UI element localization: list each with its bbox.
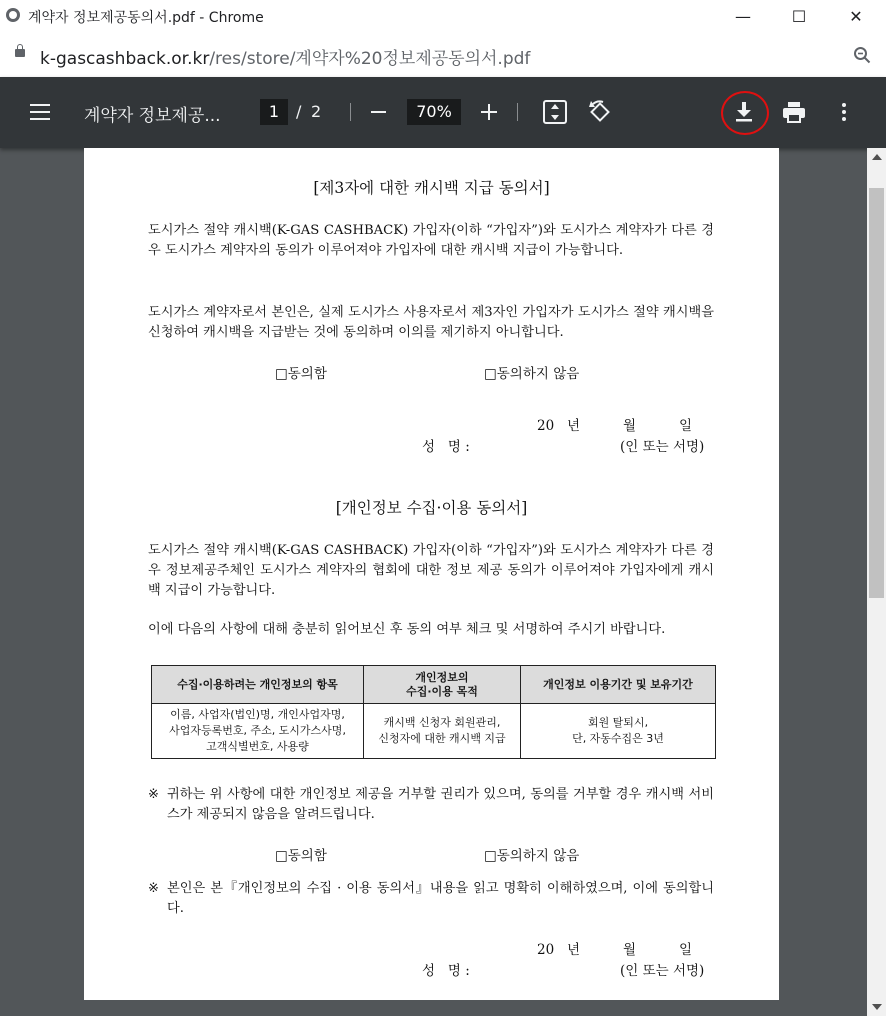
globe-icon xyxy=(6,8,20,22)
notice-mark: ※ xyxy=(148,787,160,802)
window-title-bar xyxy=(0,0,886,33)
agree-checkbox-2: □동의함 xyxy=(275,848,327,864)
section1-paragraph-2: 도시가스 계약자로서 본인은, 실제 도시가스 사용자로서 제3자인 가입자가 도시가스 절약 캐시백을 신청하여 캐시백을 지급받는 것에 동의하며 이의를 제기하지 아니합니다. xyxy=(148,305,714,340)
scrollbar-thumb[interactable] xyxy=(869,188,884,598)
page-total: 2 xyxy=(311,102,322,121)
menu-icon[interactable] xyxy=(30,104,50,120)
table-cell-period: 회원 탈퇴시, 단, 자동수집은 3년 xyxy=(521,704,716,759)
section2-title: [개인정보 수집·이용 동의서] xyxy=(335,499,528,517)
notice-2-text: 본인은 본『개인정보의 수집 · 이용 동의서』내용을 읽고 명확히 이해하였으며, 이에 동의합니다. xyxy=(167,881,714,916)
window-title: 계약자 정보제공동의서.pdf - Chrome xyxy=(28,10,264,26)
zoom-in-button[interactable] xyxy=(481,104,497,120)
rotate-icon[interactable] xyxy=(587,99,613,125)
url-text[interactable] xyxy=(40,44,530,69)
close-button[interactable]: ✕ xyxy=(849,7,863,26)
page-separator: / xyxy=(296,102,302,121)
scroll-up-arrow-icon[interactable] xyxy=(872,154,882,160)
download-highlight-circle xyxy=(721,91,769,135)
zoom-level-input[interactable]: 70% xyxy=(407,99,461,125)
table-cell-purpose: 캐시백 신청자 회원관리, 신청자에 대한 캐시백 지급 xyxy=(364,704,521,759)
personal-info-table xyxy=(151,665,716,759)
sign-label-2: (인 또는 서명) xyxy=(620,963,705,979)
pdf-toolbar xyxy=(0,77,886,148)
toolbar-divider xyxy=(350,103,351,121)
notice-2 xyxy=(148,879,714,919)
minimize-button[interactable]: — xyxy=(735,7,751,26)
url-path: /res/store/계약자%20정보제공동의서.pdf xyxy=(209,49,531,69)
page-number-input[interactable]: 1 xyxy=(260,99,288,125)
agree-checkbox-1: □동의함 xyxy=(275,366,327,382)
table-header-items: 수집·이용하려는 개인정보의 항목 xyxy=(152,666,364,704)
vertical-scrollbar[interactable] xyxy=(867,148,886,1016)
document-title: 계약자 정보제공... xyxy=(84,106,221,126)
toolbar-divider xyxy=(517,103,518,121)
table-header-purpose: 개인정보의 수집·이용 목적 xyxy=(364,666,521,704)
print-icon[interactable] xyxy=(781,99,807,125)
table-header-period: 개인정보 이용기간 및 보유기간 xyxy=(521,666,716,704)
section2-paragraph-1: 도시가스 절약 캐시백(K-GAS CASHBACK) 가입자(이하 “가입자”)와 도시가스 계약자가 다른 경우 정보제공주체인 도시가스 계약자의 협회에 대한 정보 제공 동의가 이루어져야 가입자에게 캐시백 지급이 가능합니다. xyxy=(148,543,714,598)
url-host: k-gascashback.or.kr xyxy=(40,49,210,69)
notice-mark: ※ xyxy=(148,881,160,896)
zoom-magnifier-icon[interactable] xyxy=(853,46,871,64)
disagree-checkbox-2: □동의하지 않음 xyxy=(484,848,580,864)
date-line-2: 20 년 월 일 xyxy=(537,942,693,958)
disagree-checkbox-1: □동의하지 않음 xyxy=(484,366,580,382)
notice-1-text: 귀하는 위 사항에 대한 개인정보 제공을 거부할 권리가 있으며, 동의를 거부할 경우 캐시백 서비스가 제공되지 않음을 알려드립니다. xyxy=(167,787,714,822)
scroll-down-arrow-icon[interactable] xyxy=(872,1004,882,1010)
name-label-2: 성 명 : xyxy=(422,963,470,979)
name-label-1: 성 명 : xyxy=(422,439,470,455)
date-line-1: 20 년 월 일 xyxy=(537,418,693,434)
pdf-page xyxy=(84,148,779,1000)
table-row xyxy=(152,704,716,759)
notice-1 xyxy=(148,785,714,825)
address-bar[interactable] xyxy=(0,33,886,78)
sign-label-1: (인 또는 서명) xyxy=(620,439,705,455)
fit-page-icon[interactable] xyxy=(542,99,568,125)
section1-title: [제3자에 대한 캐시백 지급 동의서] xyxy=(313,179,550,197)
table-cell-items: 이름, 사업자(법인)명, 개인사업자명, 사업자등록번호, 주소, 도시가스사명, 고객식별번호, 사용량 xyxy=(152,704,364,759)
lock-icon[interactable] xyxy=(15,49,25,57)
table-header-row xyxy=(152,666,716,704)
maximize-button[interactable]: ☐ xyxy=(791,7,807,26)
more-options-icon[interactable] xyxy=(831,99,857,125)
section2-paragraph-2: 이에 다음의 사항에 대해 충분히 읽어보신 후 동의 여부 체크 및 서명하여 주시기 바랍니다. xyxy=(148,622,666,637)
section1-paragraph-1: 도시가스 절약 캐시백(K-GAS CASHBACK) 가입자(이하 “가입자”)와 도시가스 계약자가 다른 경우 도시가스 계약자의 동의가 이루어져야 가입자에 대한 캐시백 지급이 가능합니다. xyxy=(148,223,714,258)
zoom-out-button[interactable] xyxy=(371,111,386,113)
